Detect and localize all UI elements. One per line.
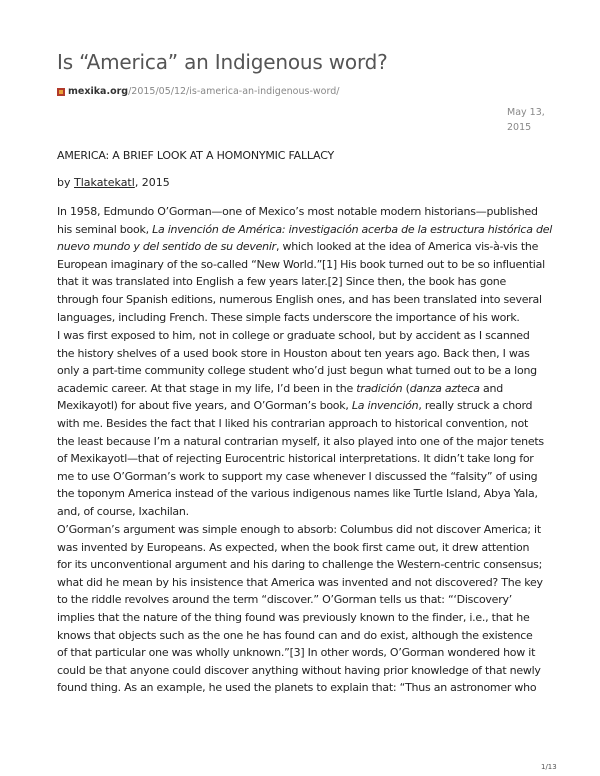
italic-text: La invención de América: investigación acerba de la estructura histórica del: [152, 222, 553, 236]
text-segment: me to use O’Gorman’s work to support my case whenever I discussed the “falsity” of using: [57, 469, 538, 483]
text-segment: In 1958, Edmundo O’Gorman—one of Mexico’s most notable modern historians—published: [57, 205, 538, 218]
page-title: Is “America” an Indigenous word?: [57, 50, 388, 74]
text-segment: only a part-time community college student who’d just begun what turned out to be a long: [57, 364, 537, 378]
footnote-link[interactable]: [1]: [322, 257, 337, 271]
page-number: 1/13: [541, 763, 557, 771]
text-line: [57, 380, 557, 398]
text-segment: the history shelves of a used book store in Houston about ten years ago. Back then, I was: [57, 346, 530, 360]
text-segment: academic career. At that stage in my life, I’d been in the: [57, 381, 357, 395]
italic-text: nuevo mundo y del sentido de su devenir: [57, 240, 276, 254]
text-segment: His book turned out to be so influential: [336, 257, 545, 271]
text-segment: implies that the nature of the thing found was previously known to the finder, i.e., that he: [57, 610, 530, 624]
text-line: [57, 291, 557, 309]
text-line: [57, 521, 557, 539]
text-segment: European imaginary of the so-called “New World.”: [57, 257, 323, 271]
italic-text: La invención: [351, 399, 419, 413]
text-segment: with me. Besides the fact that I liked his contrarian approach to historical convention, not: [57, 416, 529, 430]
publish-date: May 13, 2015: [507, 107, 545, 133]
text-line: [57, 627, 557, 645]
text-segment: languages, including French. These simple facts underscore the importance of his work.: [57, 310, 520, 324]
italic-text: danza azteca: [409, 381, 480, 395]
text-segment: , which looked at the idea of America vis-à-vis the: [275, 240, 539, 254]
text-line: [57, 503, 557, 521]
text-line: [57, 556, 557, 574]
site-favicon-icon: [57, 88, 65, 96]
footnote-link[interactable]: [3]: [289, 646, 305, 660]
text-segment: (: [402, 381, 410, 395]
text-line: [57, 327, 557, 345]
text-segment: and: [479, 381, 503, 395]
text-line: [57, 397, 557, 415]
text-segment: of that particular one was wholly unknown.”: [57, 646, 290, 660]
text-segment: to the riddle revolves around the term “discover.” O’Gorman tells us that: “‘Discovery’: [57, 593, 512, 607]
text-segment: was invented by Europeans. As expected, when the book first came out, it drew attention: [57, 540, 530, 554]
text-segment: for its unconventional argument and his daring to challenge the Western-centric consensus;: [57, 558, 543, 572]
text-segment: , really struck a chord: [418, 399, 533, 413]
text-line: [57, 485, 557, 503]
source-url[interactable]: [57, 86, 339, 97]
text-segment: through four Spanish editions, numerous English ones, and has been translated into several: [57, 292, 542, 306]
text-segment: Since then, the book has gone: [342, 275, 507, 289]
text-line: [57, 238, 557, 256]
text-line: [57, 679, 557, 697]
text-line: [57, 256, 557, 274]
text-segment: what did he mean by his insistence that America was invented and not discovered? The key: [57, 575, 543, 589]
paragraph-1: [57, 203, 557, 326]
text-segment: knows that objects such as the one he has found can and do exist, although the existence: [57, 628, 533, 642]
text-line: [57, 415, 557, 433]
text-segment: the least because I’m a natural contrarian myself, it also played into one of the major tenets: [57, 434, 544, 448]
footnote-link[interactable]: [2]: [327, 275, 343, 289]
text-segment: could be that anyone could discover anything without having prior knowledge of that newly: [57, 663, 541, 677]
text-line: [57, 644, 557, 662]
text-line: [57, 221, 557, 239]
byline: [57, 176, 170, 189]
byline-suffix: , 2015: [134, 176, 170, 189]
text-line: [57, 203, 557, 221]
text-line: [57, 609, 557, 627]
text-line: [57, 309, 557, 327]
text-line: [57, 433, 557, 451]
byline-prefix: by: [57, 176, 74, 189]
text-line: [57, 468, 557, 486]
text-line: [57, 450, 557, 468]
text-segment: O’Gorman’s argument was simple enough to absorb: Columbus did not discover America; it: [57, 523, 541, 536]
text-line: [57, 362, 557, 380]
text-segment: I was first exposed to him, not in college or graduate school, but by accident as I scanned: [57, 329, 530, 342]
text-line: [57, 591, 557, 609]
text-segment: Mexikayotl) for about five years, and O’Gorman’s book,: [57, 399, 352, 413]
text-segment: his seminal book,: [57, 222, 153, 236]
text-segment: and, of course, Ixachilan.: [57, 504, 189, 518]
italic-text: tradición: [356, 381, 403, 395]
text-segment: that it was translated into English a few years later.: [57, 275, 328, 289]
text-line: [57, 345, 557, 363]
text-segment: found thing. As an example, he used the planets to explain that: “Thus an astronomer who: [57, 681, 537, 695]
text-line: [57, 273, 557, 291]
text-line: [57, 539, 557, 557]
source-path[interactable]: /2015/05/12/is-america-an-indigenous-word/: [128, 86, 340, 97]
text-segment: In other words, O’Gorman wondered how it: [304, 646, 536, 660]
text-line: [57, 574, 557, 592]
paragraph-3: [57, 521, 557, 697]
source-domain[interactable]: mexika.org: [68, 86, 129, 97]
paragraph-2: [57, 327, 557, 521]
text-segment: the toponym America instead of the various indigenous names like Turtle Island, Abya Yala,: [57, 487, 538, 501]
author-link[interactable]: Tlakatekatl: [74, 176, 135, 189]
text-segment: of Mexikayotl—that of rejecting Eurocentric historical interpretations. It didn’t take long for: [57, 452, 534, 466]
text-line: [57, 662, 557, 680]
article-heading: AMERICA: A BRIEF LOOK AT A HOMONYMIC FALLACY: [57, 149, 334, 162]
